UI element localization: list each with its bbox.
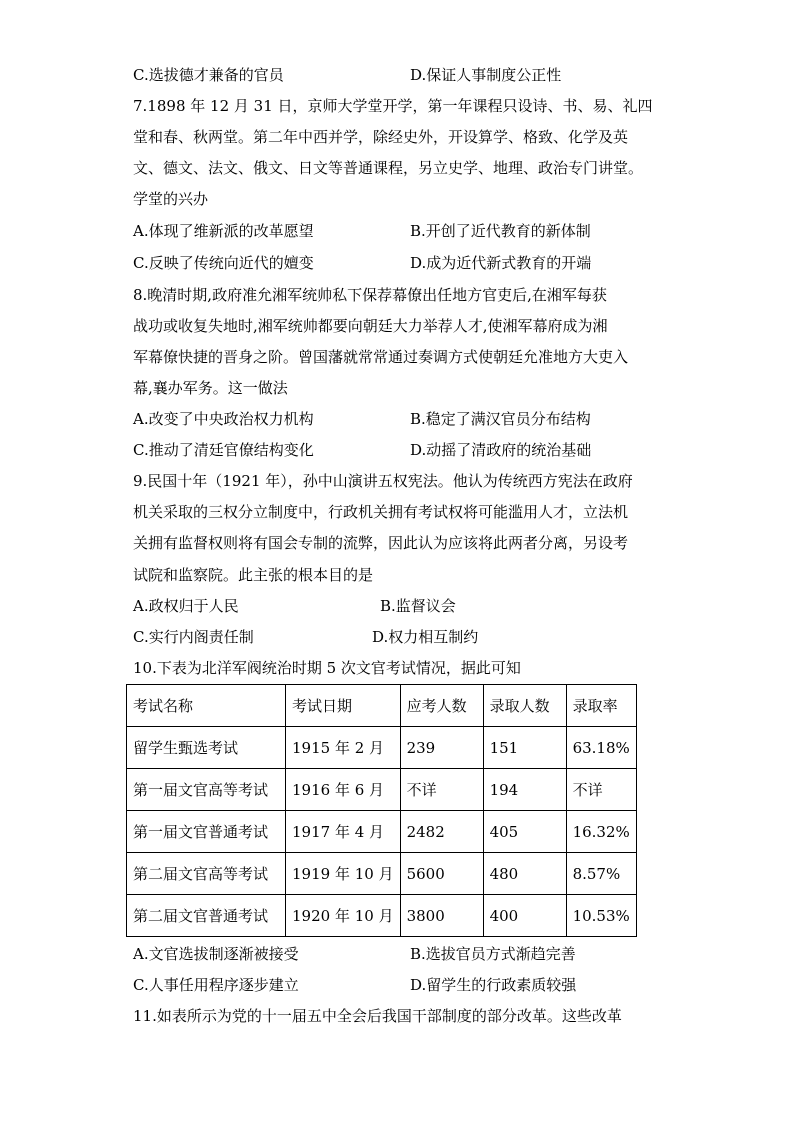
- q7-option-d: D.成为近代新式教育的开端: [410, 254, 592, 272]
- cell-rate: 63.18%: [566, 727, 636, 769]
- q8-stem-line-4: 幕,襄办军务。这一做法: [133, 379, 288, 397]
- cell-applicants: 3800: [400, 895, 483, 937]
- cell-applicants: 2482: [400, 811, 483, 853]
- table-row: [127, 769, 637, 811]
- cell-exam-date: 1919 年 10 月: [286, 853, 401, 895]
- q9-stem-line-2: 机关采取的三权分立制度中，行政机关拥有考试权将可能滥用人才，立法机: [133, 503, 629, 521]
- cell-exam-name: 留学生甄选考试: [127, 727, 286, 769]
- q7-stem-line-2: 堂和春、秋两堂。第二年中西并学，除经史外，开设算学、格致、化学及英: [133, 128, 629, 146]
- cell-rate: 16.32%: [566, 811, 636, 853]
- q6-option-c: C.选拔德才兼备的官员: [133, 66, 284, 84]
- q10-option-c: C.人事任用程序逐步建立: [133, 976, 299, 994]
- header-admitted: 录取人数: [483, 685, 566, 727]
- cell-rate: 8.57%: [566, 853, 636, 895]
- q8-stem-line-2: 战功或收复失地时,湘军统帅都要向朝廷大力举荐人才,使湘军幕府成为湘: [133, 317, 608, 335]
- cell-admitted: 405: [483, 811, 566, 853]
- cell-exam-date: 1915 年 2 月: [286, 727, 401, 769]
- q9-stem-line-1: 9.民国十年（1921 年），孙中山演讲五权宪法。他认为传统西方宪法在政府: [133, 472, 633, 490]
- cell-rate: 不详: [566, 769, 636, 811]
- q10-stem: 10.下表为北洋军阀统治时期 5 次文官考试情况，据此可知: [133, 659, 521, 677]
- q8-stem-line-3: 军幕僚快捷的晋身之阶。曾国藩就常常通过奏调方式使朝廷允准地方大吏入: [133, 348, 629, 366]
- q8-option-b: B.稳定了满汉官员分布结构: [410, 410, 591, 428]
- q7-option-c: C.反映了传统向近代的嬗变: [133, 254, 314, 272]
- cell-exam-name: 第一届文官普通考试: [127, 811, 286, 853]
- header-exam-name: 考试名称: [127, 685, 286, 727]
- cell-applicants: 不详: [400, 769, 483, 811]
- q8-option-c: C.推动了清廷官僚结构变化: [133, 441, 314, 459]
- q8-option-d: D.动摇了清政府的统治基础: [410, 441, 592, 459]
- cell-exam-date: 1920 年 10 月: [286, 895, 401, 937]
- cell-admitted: 194: [483, 769, 566, 811]
- header-rate: 录取率: [566, 685, 636, 727]
- table-header-row: [127, 685, 637, 727]
- q6-option-d: D.保证人事制度公正性: [410, 66, 562, 84]
- header-applicants: 应考人数: [400, 685, 483, 727]
- exam-statistics-table: [126, 684, 637, 937]
- cell-exam-date: 1917 年 4 月: [286, 811, 401, 853]
- cell-applicants: 239: [400, 727, 483, 769]
- table-row: [127, 895, 637, 937]
- table-row: [127, 727, 637, 769]
- cell-admitted: 151: [483, 727, 566, 769]
- q9-stem-line-4: 试院和监察院。此主张的根本目的是: [133, 566, 374, 584]
- q9-option-c: C.实行内阁责任制: [133, 628, 254, 646]
- q7-option-b: B.开创了近代教育的新体制: [410, 222, 591, 240]
- cell-rate: 10.53%: [566, 895, 636, 937]
- cell-exam-name: 第一届文官高等考试: [127, 769, 286, 811]
- q9-stem-line-3: 关拥有监督权则将有国会专制的流弊，因此认为应该将此两者分离，另设考: [133, 534, 629, 552]
- header-exam-date: 考试日期: [286, 685, 401, 727]
- q11-stem: 11.如表所示为党的十一届五中全会后我国干部制度的部分改革。这些改革: [133, 1007, 622, 1025]
- q9-option-d: D.权力相互制约: [372, 628, 479, 646]
- q7-stem-line-4: 学堂的兴办: [133, 190, 209, 208]
- cell-exam-name: 第二届文官高等考试: [127, 853, 286, 895]
- cell-exam-name: 第二届文官普通考试: [127, 895, 286, 937]
- cell-applicants: 5600: [400, 853, 483, 895]
- q8-stem-line-1: 8.晚清时期,政府准允湘军统帅私下保荐幕僚出任地方官吏后,在湘军每获: [133, 286, 607, 304]
- cell-exam-date: 1916 年 6 月: [286, 769, 401, 811]
- q8-option-a: A.改变了中央政治权力机构: [133, 410, 314, 428]
- q10-option-b: B.选拔官员方式渐趋完善: [410, 945, 576, 963]
- cell-admitted: 480: [483, 853, 566, 895]
- q7-stem-line-1: 7.1898 年 12 月 31 日，京师大学堂开学，第一年课程只设诗、书、易、礼四: [133, 97, 653, 115]
- q10-option-d: D.留学生的行政素质较强: [410, 976, 577, 994]
- q7-stem-line-3: 文、德文、法文、俄文、日文等普通课程，另立史学、地理、政治专门讲堂。: [133, 159, 644, 177]
- q7-option-a: A.体现了维新派的改革愿望: [133, 222, 314, 240]
- q9-option-a: A.政权归于人民: [133, 597, 239, 615]
- table-row: [127, 811, 637, 853]
- table-row: [127, 853, 637, 895]
- q10-option-a: A.文官选拔制逐渐被接受: [133, 945, 299, 963]
- cell-admitted: 400: [483, 895, 566, 937]
- q9-option-b: B.监督议会: [380, 597, 456, 615]
